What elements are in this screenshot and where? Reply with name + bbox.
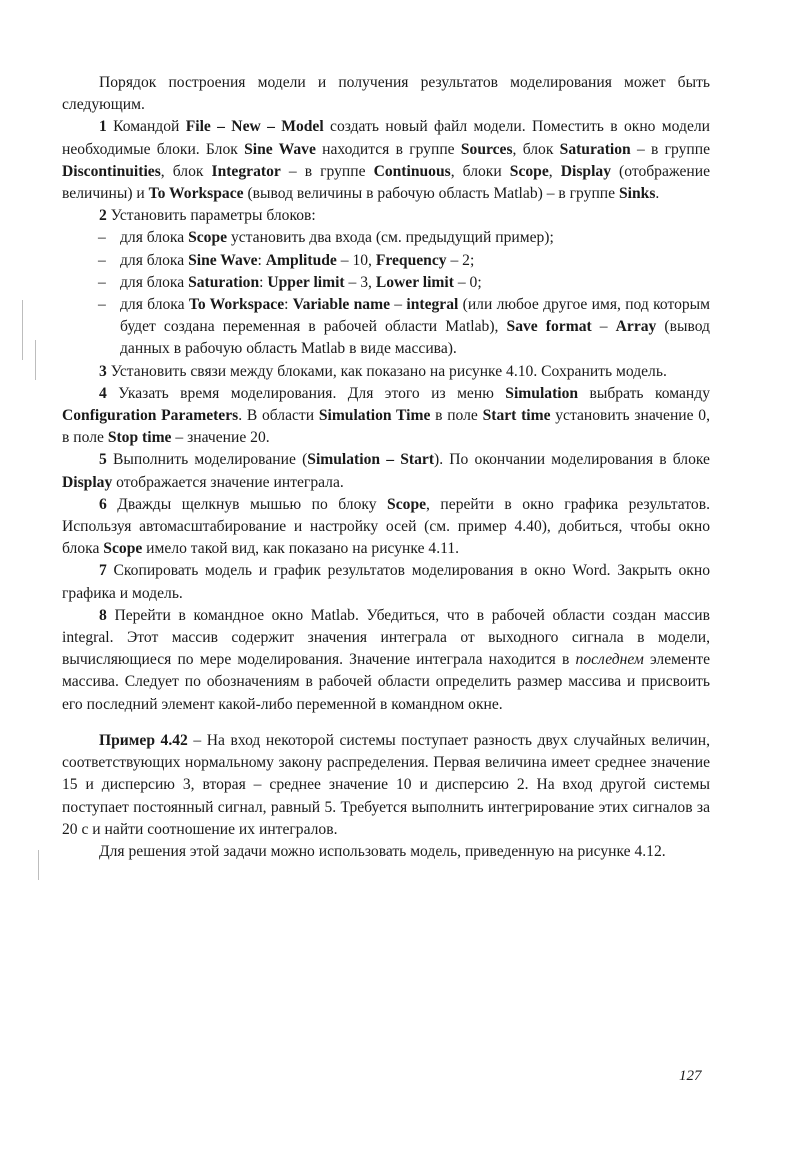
bold-term: To Workspace bbox=[148, 185, 244, 203]
text-run: для блока bbox=[120, 229, 189, 247]
scan-artifact bbox=[38, 850, 39, 880]
text-run: установить два входа (см. предыдущий пример); bbox=[227, 229, 554, 247]
step-number: 4 bbox=[99, 384, 107, 402]
text-run: . В области bbox=[238, 407, 319, 425]
step-paragraph bbox=[62, 494, 710, 561]
scan-artifact bbox=[22, 300, 23, 360]
intro-paragraph: Порядок построения модели и получения результатов моделирования может быть следующим. bbox=[62, 74, 710, 114]
bullet-dash: – bbox=[98, 273, 106, 291]
text-run: , перейти в окно графика результатов. Используя автомасштабирование и настройку осей (см. пример 4.40), добиться, чтобы окно блока bbox=[62, 495, 710, 558]
text-run: – 2; bbox=[446, 251, 475, 269]
bold-term: Sine Wave bbox=[188, 251, 258, 269]
text-run: (отображение величины) и bbox=[62, 162, 711, 203]
bold-term: Sine Wave bbox=[244, 140, 316, 158]
scan-artifact bbox=[35, 340, 36, 380]
bold-term: Save format bbox=[506, 318, 592, 336]
bold-term: Scope bbox=[509, 162, 549, 180]
bold-term: Continuous bbox=[373, 162, 451, 180]
text-run: Командой bbox=[106, 118, 186, 136]
bold-term: Amplitude bbox=[265, 251, 337, 269]
bold-term: Simulation – Start bbox=[307, 451, 435, 469]
step-number: 1 bbox=[99, 118, 107, 136]
bullet-dash: – bbox=[98, 251, 106, 269]
text-run: – 0; bbox=[453, 273, 482, 291]
text-run: (вывод данных в рабочую область Matlab в виде массива). bbox=[120, 318, 710, 358]
bold-term: Saturation bbox=[188, 273, 260, 291]
text-run: создать новый файл модели. Поместить в окно модели необходимые блоки. Блок bbox=[62, 118, 710, 158]
step-number: 5 bbox=[99, 451, 107, 469]
bold-term: Saturation bbox=[559, 140, 631, 158]
section-gap bbox=[62, 716, 710, 730]
bold-term: Scope bbox=[188, 229, 228, 247]
text-run: – значение 20. bbox=[171, 429, 270, 447]
step-paragraph bbox=[62, 205, 710, 227]
text-run: – в группе bbox=[280, 162, 374, 180]
text-run: : bbox=[284, 296, 293, 314]
bullet-dash: – bbox=[98, 296, 106, 314]
text-run: имело такой вид, как показано на рисунке 4.11. bbox=[142, 540, 460, 558]
text-run: – На вход некоторой системы поступает разность двух случайных величин, соответствующих нормальному закону распределения. Первая величина имеет среднее значение 15 и дисперсию 3, вторая – среднее значение 10 и дисперсию 2. На вход другой системы поступает постоянный сигнал, равный 5. Требуется выполнить интегрирование этих сигналов за 20 с и найти соотношение их интегралов. bbox=[62, 731, 710, 838]
text-run: Дважды щелкнув мышью по блоку bbox=[106, 495, 388, 513]
text-run: выбрать команду bbox=[578, 384, 710, 402]
bold-term: integral bbox=[406, 296, 459, 314]
bold-term: Frequency bbox=[375, 251, 447, 269]
text-run: элементе массива. Следует по обозначениям в рабочей области определить размер массива и присвоить его последний элемент какой-либо переменной в командном окне. bbox=[62, 651, 711, 713]
bold-term: Пример 4.42 bbox=[99, 731, 188, 749]
bold-term: Variable name bbox=[292, 296, 391, 314]
text-run: : bbox=[257, 251, 266, 269]
text-run: Установить связи между блоками, как показано на рисунке 4.10. Сохранить модель. bbox=[106, 362, 667, 380]
bold-term: Simulation bbox=[505, 384, 579, 402]
step-paragraph bbox=[62, 605, 710, 716]
bold-term: Scope bbox=[387, 495, 427, 513]
bullet-dash: – bbox=[98, 229, 106, 247]
example-paragraph bbox=[62, 730, 710, 841]
step-number: 6 bbox=[99, 495, 107, 513]
step-paragraph bbox=[62, 383, 710, 450]
bold-term: Simulation Time bbox=[318, 407, 431, 425]
bold-term: Configuration Parameters bbox=[62, 407, 239, 425]
step-paragraph bbox=[62, 560, 710, 604]
text-run: в поле bbox=[430, 407, 483, 425]
bold-term: Display bbox=[560, 162, 611, 180]
text-run: отображается значение интеграла. bbox=[112, 473, 344, 491]
text-run: Указать время моделирования. Для этого из меню bbox=[106, 384, 506, 402]
steps-list bbox=[62, 116, 710, 227]
step-number: 2 bbox=[99, 207, 107, 225]
closing-paragraph: Для решения этой задачи можно использовать модель, приведенную на рисунке 4.12. bbox=[99, 842, 666, 860]
text-run: Скопировать модель и график результатов моделирования в окно Word. Закрыть окно графика и модель. bbox=[62, 562, 710, 602]
steps-list-continued bbox=[62, 361, 710, 716]
bullet-item bbox=[62, 272, 710, 294]
text-run: установить значение 0, в поле bbox=[62, 407, 710, 447]
step-paragraph bbox=[62, 116, 710, 205]
bullet-list bbox=[62, 227, 710, 360]
text-run: Выполнить моделирование ( bbox=[106, 451, 308, 469]
text-run: находится в группе bbox=[315, 140, 461, 158]
text-run: для блока bbox=[120, 273, 189, 291]
bold-term: Scope bbox=[103, 540, 143, 558]
text-run: – 3, bbox=[344, 273, 376, 291]
text-run: , блоки bbox=[450, 162, 510, 180]
text-run: : bbox=[259, 273, 268, 291]
bold-term: Upper limit bbox=[267, 273, 345, 291]
page-body bbox=[62, 72, 710, 863]
bold-term: Integrator bbox=[211, 162, 281, 180]
bold-term: Lower limit bbox=[375, 273, 454, 291]
text-run: Установить параметры блоков: bbox=[106, 207, 316, 225]
text-run: , блок bbox=[512, 140, 560, 158]
step-number: 3 bbox=[99, 362, 107, 380]
bold-term: To Workspace bbox=[188, 296, 285, 314]
bold-term: Sources bbox=[460, 140, 513, 158]
step-number: 8 bbox=[99, 606, 107, 624]
bullet-item bbox=[62, 294, 710, 361]
bold-term: Discontinuities bbox=[62, 162, 161, 180]
bold-term: File – New – Model bbox=[185, 118, 324, 136]
text-run: – bbox=[390, 296, 407, 314]
italic-term: последнем bbox=[575, 651, 644, 669]
text-run: – в группе bbox=[630, 140, 710, 158]
bullet-item bbox=[62, 250, 710, 272]
text-run: , блок bbox=[160, 162, 212, 180]
text-run: – 10, bbox=[336, 251, 376, 269]
bold-term: Sinks bbox=[618, 185, 656, 203]
text-run: для блока bbox=[120, 251, 189, 269]
text-run: Перейти в командное окно Matlab. Убедиться, что в рабочей области создан массив integral. Этот массив содержит значения интеграла от выходного сигнала в модели, вычисляющиеся по мере моделирования. Значение интеграла находится в bbox=[62, 606, 710, 669]
text-run: , bbox=[548, 162, 561, 180]
bold-term: Start time bbox=[482, 407, 551, 425]
step-paragraph bbox=[62, 361, 710, 383]
step-number: 7 bbox=[99, 562, 107, 580]
text-run: ). По окончании моделирования в блоке bbox=[434, 451, 710, 469]
bullet-item bbox=[62, 227, 710, 249]
text-run: – bbox=[591, 318, 616, 336]
text-run: для блока bbox=[120, 296, 189, 314]
text-run: (или любое другое имя, под которым будет создана переменная в рабочей области Matlab), bbox=[120, 296, 711, 336]
bold-term: Stop time bbox=[107, 429, 172, 447]
text-run: . bbox=[655, 185, 660, 203]
step-paragraph bbox=[62, 449, 710, 493]
bold-term: Array bbox=[615, 318, 657, 336]
bold-term: Display bbox=[62, 473, 113, 491]
text-run: (вывод величины в рабочую область Matlab) – в группе bbox=[243, 185, 619, 203]
page-number: 127 bbox=[679, 1068, 702, 1084]
